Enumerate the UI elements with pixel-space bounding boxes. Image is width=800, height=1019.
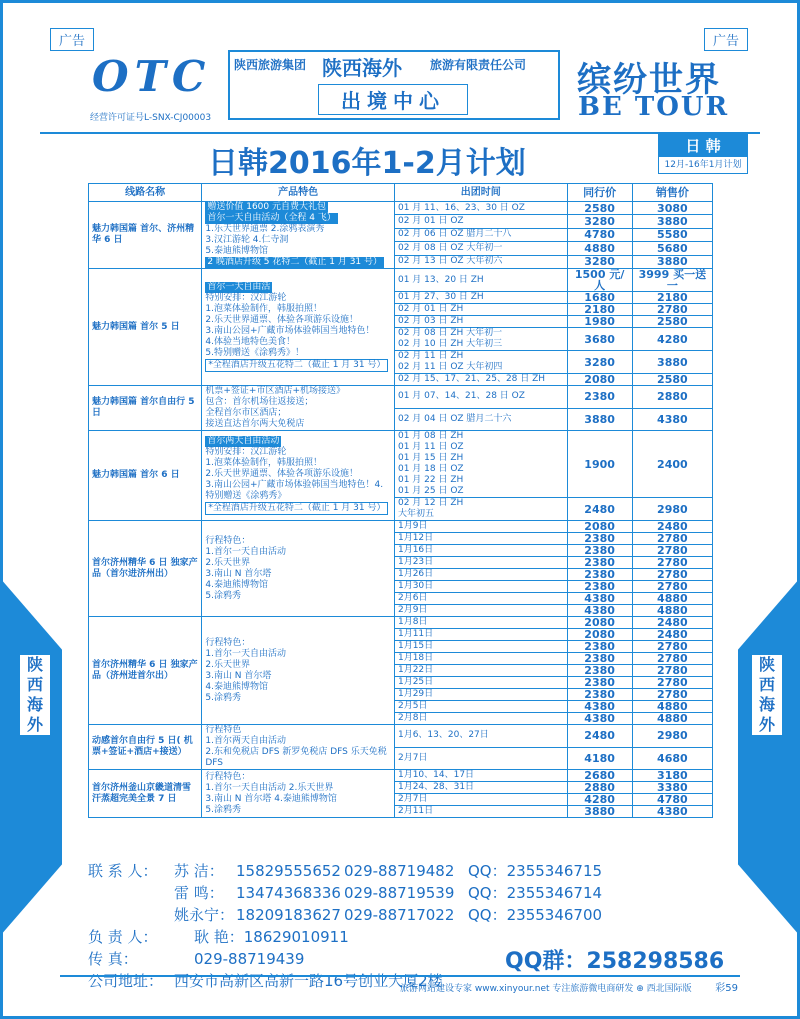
sale-price: 3180	[632, 770, 712, 782]
table-header-row	[89, 184, 713, 202]
table-row	[89, 725, 713, 748]
sale-price: 2780	[632, 677, 712, 689]
feature-line: 2.乐天世界	[205, 557, 250, 568]
departure-date: 1月24、28、31日	[394, 782, 567, 794]
feature-line: 3.南山公园+广藏市场体验韩国当地特色！4.特别赠送《涂鸦秀》	[205, 480, 384, 501]
trade-price: 4880	[567, 242, 632, 255]
otc-logo: OTC	[92, 52, 212, 101]
feature-line: 1.首尔一天自由活动 2.乐天世界	[205, 782, 334, 793]
header-trade-price: 同行价	[567, 184, 632, 202]
sale-price: 2780	[632, 569, 712, 581]
trade-price: 2380	[567, 653, 632, 665]
route-features	[202, 269, 395, 386]
sale-price: 4880	[632, 713, 712, 725]
ad-label-left: 广告	[50, 28, 94, 51]
table-row	[89, 269, 713, 292]
feature-line: 首尔一天自由活	[207, 282, 271, 292]
group-name: 陕西旅游集团	[234, 58, 307, 72]
company-box	[228, 50, 560, 120]
sale-price: 2780	[632, 653, 712, 665]
trade-price: 2380	[567, 533, 632, 545]
sale-price: 2980	[632, 498, 712, 521]
contact-qq: QQ：2355346700	[468, 906, 603, 924]
feature-line: 5.涂鸦秀	[205, 692, 241, 703]
sale-price: 4880	[632, 605, 712, 617]
route-name: 首尔济州精华 6 日 独家产品（首尔进济州出）	[89, 521, 202, 617]
footer-divider	[60, 975, 740, 977]
feature-line: 接送直达首尔两大免税店	[205, 419, 305, 429]
brand-en: BE TOUR	[578, 92, 730, 122]
departure-date: 1月8日	[394, 617, 567, 629]
trade-price: 3280	[567, 215, 632, 228]
manager-value: 耿 艳：18629010911	[194, 928, 349, 946]
departure-date: 01 月 13、20 日 ZH	[394, 269, 567, 292]
departure-date: 02 月 08 日 OZ 大年初一	[394, 242, 567, 255]
trade-price: 3880	[567, 408, 632, 431]
trade-price: 4280	[567, 794, 632, 806]
table-row	[89, 521, 713, 533]
trade-price: 2580	[567, 202, 632, 215]
feature-line: 2.乐天世界通票、体验各项游乐设施！	[205, 315, 358, 325]
departure-date: 02 月 11 日 ZH 02 月 11 日 OZ 大年初四	[394, 351, 567, 374]
sale-price: 4380	[632, 806, 712, 818]
trade-price: 4780	[567, 228, 632, 241]
route-features	[202, 770, 395, 818]
feature-line: 首尔一天自由活动（全程 4 飞）	[207, 213, 336, 223]
sale-price: 4680	[632, 747, 712, 770]
sale-price: 2400	[632, 431, 712, 498]
departure-date: 01 月 07、14、21、28 日 OZ	[394, 386, 567, 409]
trade-price: 2380	[567, 557, 632, 569]
ad-label-right: 广告	[704, 28, 748, 51]
departure-date: 1月10、14、17日	[394, 770, 567, 782]
sale-price: 4880	[632, 593, 712, 605]
feature-line: 赠送价值 1600 元自费大礼包	[207, 202, 326, 212]
feature-line: 3.汉江游轮 4.仁寺洞	[205, 235, 289, 245]
departure-date: 01 月 11、16、23、30 日 OZ	[394, 202, 567, 215]
footer-text: 旅游网站建设专家 www.xinyour.net 专注旅游微电商研发 ⊕ 西北国际版	[400, 984, 692, 994]
route-name: 魅力韩国篇 首尔自由行 5 日	[89, 386, 202, 431]
trade-price: 1900	[567, 431, 632, 498]
trade-price: 3280	[567, 255, 632, 268]
sale-price: 2980	[632, 725, 712, 748]
feature-line: 包含：首尔机场往返接送；	[205, 397, 314, 407]
header-features: 产品特色	[202, 184, 395, 202]
table-body	[89, 202, 713, 818]
contact-mobile: 15829555652	[236, 862, 341, 880]
address-value: 西安市高新区高新一路16号创业大厦2楼	[174, 972, 443, 990]
department-name: 出境中心	[318, 84, 468, 115]
contact-name: 姚永宁：	[174, 906, 235, 924]
route-name: 动感首尔自由行 5 日( 机票+签证+酒店+接送）	[89, 725, 202, 770]
trade-price: 3280	[567, 351, 632, 374]
departure-date: 02 月 04 日 OZ 腊月二十六	[394, 408, 567, 431]
contact-tel: 029-88719539	[344, 884, 455, 902]
contact-label: 联 系 人：	[88, 862, 158, 880]
trade-price: 2080	[567, 617, 632, 629]
departure-date: 2月7日	[394, 747, 567, 770]
departure-date: 2月6日	[394, 593, 567, 605]
trade-price: 2380	[567, 569, 632, 581]
departure-date: 02 月 15、17、21、25、28 日 ZH	[394, 374, 567, 386]
license-number: 经营许可证号L-SNX-CJ00003	[90, 113, 212, 123]
departure-date: 02 月 01 日 ZH	[394, 304, 567, 316]
departure-date: 2月11日	[394, 806, 567, 818]
feature-line: 5.涂鸦秀	[205, 804, 241, 815]
contact-mobile: 18209183627	[236, 906, 341, 924]
sale-price: 2780	[632, 304, 712, 316]
table-row	[89, 202, 713, 215]
footer	[0, 975, 800, 1015]
sale-price: 4380	[632, 408, 712, 431]
feature-line: 5.特别赠送《涂鸦秀》！	[205, 348, 304, 358]
trade-price: 1500 元/人	[567, 269, 632, 292]
route-features	[202, 725, 395, 770]
departure-date: 01 月 27、30 日 ZH	[394, 292, 567, 304]
trade-price: 2880	[567, 782, 632, 794]
departure-date: 1月16日	[394, 545, 567, 557]
fax-value: 029-88719439	[194, 950, 305, 968]
trade-price: 2380	[567, 641, 632, 653]
sale-price: 2780	[632, 665, 712, 677]
address-label: 公司地址：	[88, 972, 164, 990]
feature-line: 1.泡菜体验制作，韩服拍照！	[205, 458, 322, 468]
feature-line: 全程首尔市区酒店；	[205, 408, 287, 418]
route-features	[202, 521, 395, 617]
table-row	[89, 386, 713, 409]
header-dates: 出团时间	[394, 184, 567, 202]
sale-price: 2480	[632, 617, 712, 629]
feature-line: *全程酒店升级五花特二（截止 1 月 31 号）	[205, 502, 388, 515]
side-text-left: 陕西海外	[20, 655, 50, 735]
trade-price: 2180	[567, 304, 632, 316]
departure-date: 2月9日	[394, 605, 567, 617]
departure-date: 2月7日	[394, 794, 567, 806]
sale-price: 2580	[632, 316, 712, 328]
feature-line: 行程特色	[205, 725, 242, 735]
qq-group: QQ群：258298586	[505, 949, 725, 974]
departure-date: 02 月 01 日 OZ	[394, 215, 567, 228]
trade-price: 4380	[567, 713, 632, 725]
feature-line: 特别安排：汉江游轮	[205, 293, 287, 303]
feature-line: 2 晚酒店升级 5 花特二（截止 1 月 31 号）	[207, 257, 383, 267]
departure-date: 02 月 03 日 ZH	[394, 316, 567, 328]
trade-price: 2380	[567, 677, 632, 689]
departure-date: 1月15日	[394, 641, 567, 653]
trade-price: 3680	[567, 328, 632, 351]
sale-price: 2780	[632, 533, 712, 545]
feature-line: 1.泡菜体验制作，韩服拍照！	[205, 304, 322, 314]
departure-date: 02 月 13 日 OZ 大年初六	[394, 255, 567, 268]
contact-tel: 029-88719482	[344, 862, 455, 880]
feature-line: 4.体验当地特色美食！	[205, 337, 295, 347]
departure-date: 1月12日	[394, 533, 567, 545]
route-name: 首尔济州釜山京畿道清雪汗蒸超完美全景 7 日	[89, 770, 202, 818]
sale-price: 2780	[632, 545, 712, 557]
sale-price: 3999 买一送一	[632, 269, 712, 292]
sale-price: 2880	[632, 386, 712, 409]
header-sale-price: 销售价	[632, 184, 712, 202]
departure-date: 01 月 08 日 ZH 01 月 11 日 OZ 01 月 15 日 ZH 01 月 18 日 OZ 01 月 22 日 ZH 01 月 25 日 OZ	[394, 431, 567, 498]
trade-price: 2380	[567, 581, 632, 593]
trade-price: 2680	[567, 770, 632, 782]
sale-price: 2780	[632, 641, 712, 653]
sale-price: 2180	[632, 292, 712, 304]
contact-qq: QQ：2355346715	[468, 862, 603, 880]
feature-line: 1.乐天世界通票 2.涂鸦表演秀	[205, 224, 325, 234]
departure-date: 02 月 06 日 OZ 腊月二十八	[394, 228, 567, 241]
sale-price: 3880	[632, 215, 712, 228]
trade-price: 3880	[567, 806, 632, 818]
route-name: 首尔济州精华 6 日 独家产品（济州进首尔出）	[89, 617, 202, 725]
fax-label: 传 真：	[88, 950, 138, 968]
feature-line: 2.东和免税店 DFS 新罗免税店 DFS 乐天免税 DFS	[205, 747, 387, 768]
trade-price: 4380	[567, 605, 632, 617]
company-name: 陕西海外	[322, 56, 402, 80]
table-row	[89, 431, 713, 498]
feature-line: 1.首尔一天自由活动	[205, 648, 286, 659]
feature-line: 4.泰迪熊博物馆	[205, 681, 268, 692]
feature-line: 3.南山公园+广藏市场体验韩国当地特色！	[205, 326, 375, 336]
company-suffix: 旅游有限责任公司	[430, 58, 527, 72]
table-row	[89, 617, 713, 629]
departure-date: 02 月 12 日 ZH 大年初五	[394, 498, 567, 521]
brand-cn: 缤纷世界	[577, 60, 721, 100]
sale-price: 2480	[632, 629, 712, 641]
departure-date: 1月6、13、20、27日	[394, 725, 567, 748]
contact-name: 苏 洁：	[174, 862, 224, 880]
trade-price: 2080	[567, 521, 632, 533]
departure-date: 1月29日	[394, 689, 567, 701]
sale-price: 4280	[632, 328, 712, 351]
price-table	[88, 183, 713, 818]
feature-line: 行程特色：	[205, 535, 251, 546]
contact-tel: 029-88717022	[344, 906, 455, 924]
feature-line: 行程特色：	[205, 771, 251, 782]
route-name: 魅力韩国篇 首尔 5 日	[89, 269, 202, 386]
departure-date: 1月23日	[394, 557, 567, 569]
trade-price: 2080	[567, 629, 632, 641]
trade-price: 4180	[567, 747, 632, 770]
sale-price: 2480	[632, 521, 712, 533]
trade-price: 2380	[567, 386, 632, 409]
contact-name: 雷 鸣：	[174, 884, 224, 902]
feature-line: 2.乐天世界	[205, 659, 250, 670]
feature-line: 4.泰迪熊博物馆	[205, 579, 268, 590]
feature-line: *全程酒店升级五花特二（截止 1 月 31 号）	[205, 359, 388, 372]
departure-date: 2月5日	[394, 701, 567, 713]
sale-price: 2780	[632, 689, 712, 701]
route-features	[202, 431, 395, 521]
sale-price: 2780	[632, 581, 712, 593]
departure-date: 2月8日	[394, 713, 567, 725]
sale-price: 2580	[632, 374, 712, 386]
feature-line: 3.南山 N 首尔塔 4.泰迪熊博物馆	[205, 793, 337, 804]
departure-date: 02 月 08 日 ZH 大年初一 02 月 10 日 ZH 大年初三	[394, 328, 567, 351]
trade-price: 4380	[567, 593, 632, 605]
region-tag-period: 12月-16年1月计划	[664, 160, 742, 170]
feature-line: 5.泰迪熊博物馆	[205, 246, 268, 256]
feature-line: 特别安排：汉江游轮	[205, 447, 287, 457]
feature-line: 1.首尔一天自由活动	[205, 546, 286, 557]
side-text-right: 陕西海外	[752, 655, 782, 735]
departure-date: 1月18日	[394, 653, 567, 665]
trade-price: 1980	[567, 316, 632, 328]
sale-price: 4780	[632, 794, 712, 806]
trade-price: 4380	[567, 701, 632, 713]
trade-price: 2380	[567, 689, 632, 701]
route-features	[202, 617, 395, 725]
sale-price: 3880	[632, 255, 712, 268]
feature-line: 2.乐天世界通票、体验各项游乐设施！	[205, 469, 358, 479]
feature-line: 1.首尔两天自由活动	[205, 736, 286, 746]
departure-date: 1月25日	[394, 677, 567, 689]
sale-price: 3380	[632, 782, 712, 794]
trade-price: 2080	[567, 374, 632, 386]
trade-price: 2380	[567, 545, 632, 557]
region-tag	[658, 134, 748, 174]
sale-price: 5580	[632, 228, 712, 241]
feature-line: 首尔两天自由活动	[207, 436, 280, 446]
manager-label: 负 责 人：	[88, 928, 158, 946]
trade-price: 2480	[567, 498, 632, 521]
page-title: 日韩2016年1-2月计划	[208, 146, 526, 181]
route-name: 魅力韩国篇 首尔、济州精华 6 日	[89, 202, 202, 269]
contact-mobile: 13474368336	[236, 884, 341, 902]
route-name: 魅力韩国篇 首尔 6 日	[89, 431, 202, 521]
table-row	[89, 770, 713, 782]
header-route: 线路名称	[89, 184, 202, 202]
departure-date: 1月26日	[394, 569, 567, 581]
sale-price: 5680	[632, 242, 712, 255]
route-features	[202, 386, 395, 431]
trade-price: 1680	[567, 292, 632, 304]
contact-qq: QQ：2355346714	[468, 884, 603, 902]
sale-price: 3880	[632, 351, 712, 374]
title-divider	[40, 132, 760, 134]
feature-line: 机票+签证+市区酒店+机场接送》	[205, 386, 345, 396]
trade-price: 2480	[567, 725, 632, 748]
feature-line: 3.南山 N 首尔塔	[205, 670, 272, 681]
feature-line: 行程特色：	[205, 637, 251, 648]
departure-date: 1月9日	[394, 521, 567, 533]
sale-price: 3080	[632, 202, 712, 215]
trade-price: 2380	[567, 665, 632, 677]
departure-date: 1月30日	[394, 581, 567, 593]
sale-price: 2780	[632, 557, 712, 569]
departure-date: 1月22日	[394, 665, 567, 677]
page-number: 彩59	[715, 983, 738, 994]
sale-price: 4880	[632, 701, 712, 713]
departure-date: 1月11日	[394, 629, 567, 641]
region-tag-name: 日 韩	[659, 135, 747, 157]
feature-line: 5.涂鸦秀	[205, 590, 241, 601]
route-features	[202, 202, 395, 269]
feature-line: 3.南山 N 首尔塔	[205, 568, 272, 579]
